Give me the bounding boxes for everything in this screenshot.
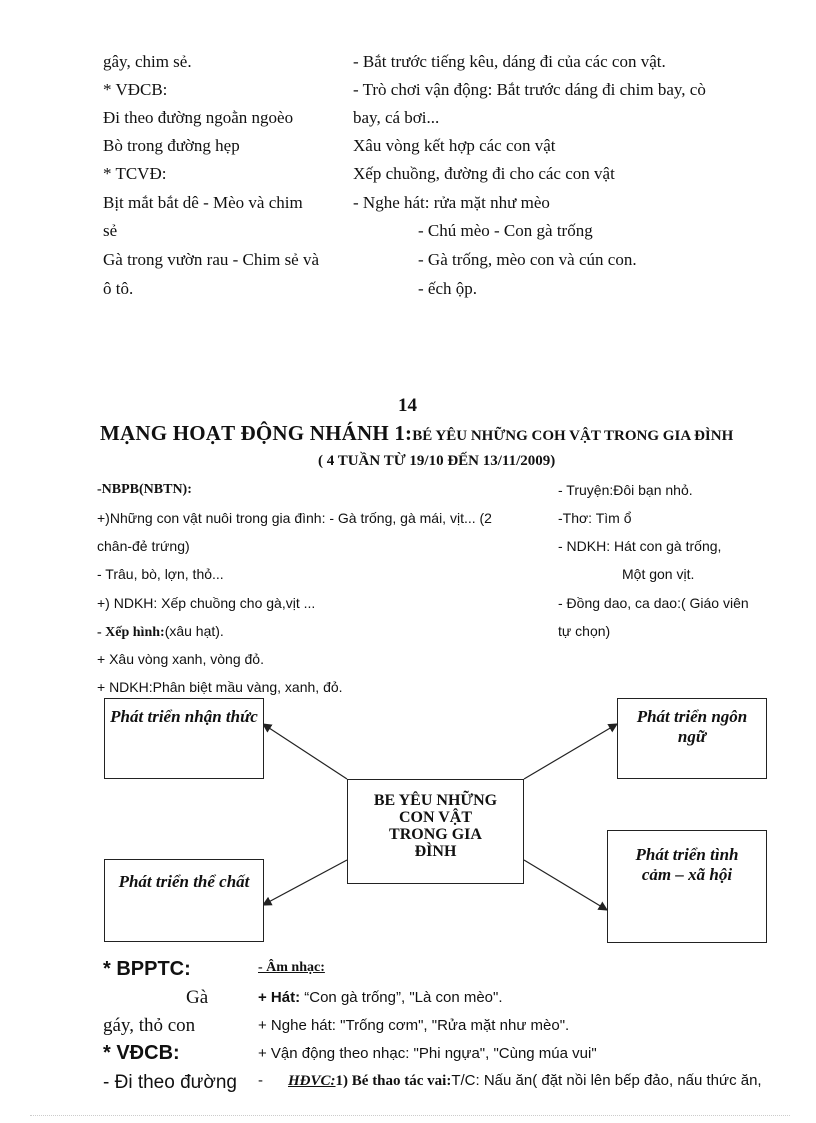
text-line: - Đi theo đường <box>103 1072 237 1093</box>
vdcb-heading: * VĐCB: <box>103 1042 180 1064</box>
bpptc-heading: * BPPTC: <box>103 958 191 980</box>
box-label: Phát triển tình cảm – xã hội <box>635 845 739 884</box>
text-line: - Truyện:Đôi bạn nhỏ. <box>558 482 693 498</box>
am-nhac-heading: - Âm nhạc: <box>258 960 325 975</box>
text-line: - Nghe hát: rửa mặt như mèo <box>353 193 550 212</box>
arrow-top-right <box>524 724 617 779</box>
box-ngon-ngu <box>617 698 767 779</box>
box-the-chat <box>104 859 264 942</box>
text-line: +) NDKH: Xếp chuồng cho gà,vịt ... <box>97 595 316 611</box>
xep-hinh-text: (xâu hạt). <box>164 623 224 639</box>
text-line: -Thơ: Tìm ổ <box>558 510 632 526</box>
arrow-bottom-left <box>263 860 347 905</box>
center-label: BE YÊU NHỮNG CON VẬT TRONG GIA ĐÌNH <box>373 792 498 860</box>
text-line: Gà <box>186 987 209 1008</box>
text-line: Gà trong vườn rau - Chim sẻ và <box>103 250 320 269</box>
text-line: * VĐCB: <box>103 80 168 99</box>
hat-text: “Con gà trống”, "Là con mèo". <box>300 989 503 1006</box>
text-line: bay, cá bơi... <box>353 108 440 127</box>
text-line: - Trâu, bò, lợn, thỏ... <box>97 566 224 582</box>
text-line: gáy, thỏ con <box>103 1015 196 1036</box>
hdvc-dash: - <box>258 1072 263 1089</box>
text-line: Xếp chuồng, đường đi cho các con vật <box>353 164 615 183</box>
text-line: - Gà trống, mèo con và cún con. <box>418 250 637 269</box>
text-line: + NDKH:Phân biệt mầu vàng, xanh, đỏ. <box>97 679 343 695</box>
arrow-top-left <box>263 724 347 779</box>
text-line: chân-đẻ trứng) <box>97 538 190 554</box>
box-center <box>347 779 524 884</box>
arrow-bottom-right <box>524 860 607 910</box>
text-line: - Đồng dao, ca dao:( Giáo viên <box>558 595 749 611</box>
box-label: Phát triển thể chất <box>118 872 250 891</box>
text-line: gây, chim sẻ. <box>103 52 192 71</box>
text-line: Bò trong đường hẹp <box>103 136 240 155</box>
text-line: ô tô. <box>103 279 134 298</box>
box-tinh-cam <box>607 830 767 943</box>
text-line: - ếch ộp. <box>418 279 478 298</box>
page-footer-divider <box>30 1115 790 1116</box>
text-line: * TCVĐ: <box>103 164 167 183</box>
text-line: - Trò chơi vận động: Bắt trước dáng đi chim bay, cò <box>353 80 706 99</box>
xep-hinh-label: - Xếp hình: <box>97 625 165 640</box>
text-line: Bịt mắt bắt dê - Mèo và chim <box>103 193 303 212</box>
title-main-suffix: BÉ YÊU NHỮNG COH VẬT TRONG GIA ĐÌNH <box>412 428 734 444</box>
box-label: Phát triển nhận thức <box>110 707 258 726</box>
text-line: - Chú mèo - Con gà trống <box>418 221 593 240</box>
text-line: tự chọn) <box>558 623 611 639</box>
page-subtitle: ( 4 TUẦN TỪ 19/10 ĐẾN 13/11/2009) <box>318 453 556 469</box>
text-line: + Xâu vòng xanh, vòng đỏ. <box>97 651 264 667</box>
text-line: +)Những con vật nuôi trong gia đình: - Gà trống, gà mái, vịt... (2 <box>97 510 492 526</box>
hat-label: + Hát: <box>258 989 301 1006</box>
text-line: - NDKH: Hát con gà trống, <box>558 538 722 554</box>
text-line <box>258 1072 762 1090</box>
title-main: MẠNG HOẠT ĐỘNG NHÁNH 1: <box>100 421 413 445</box>
text-line: sẻ <box>103 221 118 240</box>
section-heading: -NBPB(NBTN): <box>97 482 192 497</box>
hdvc-label: HĐVC: <box>288 1073 336 1089</box>
text-line: + Vận động theo nhạc: "Phi ngựa", "Cùng múa vui" <box>258 1045 597 1062</box>
box-nhan-thuc <box>104 698 264 779</box>
box-label: Phát triển ngôn ngữ <box>636 707 748 746</box>
text-line: - Bắt trước tiếng kêu, dáng đi của các con vật. <box>353 52 666 71</box>
text-line: Đi theo đường ngoằn ngoèo <box>103 108 294 127</box>
hdvc-bold: 1) Bé thao tác vai: <box>335 1073 452 1089</box>
text-line: Xâu vòng kết hợp các con vật <box>353 136 556 155</box>
hdvc-rest: T/C: Nấu ăn( đặt nồi lên bếp đảo, nấu thức ăn, <box>451 1072 762 1089</box>
text-line: Một gon vịt. <box>622 566 695 582</box>
text-line: + Nghe hát: "Trống cơm", "Rửa mặt như mèo". <box>258 1017 570 1034</box>
page-number: 14 <box>398 395 417 416</box>
text-line <box>258 989 503 1006</box>
